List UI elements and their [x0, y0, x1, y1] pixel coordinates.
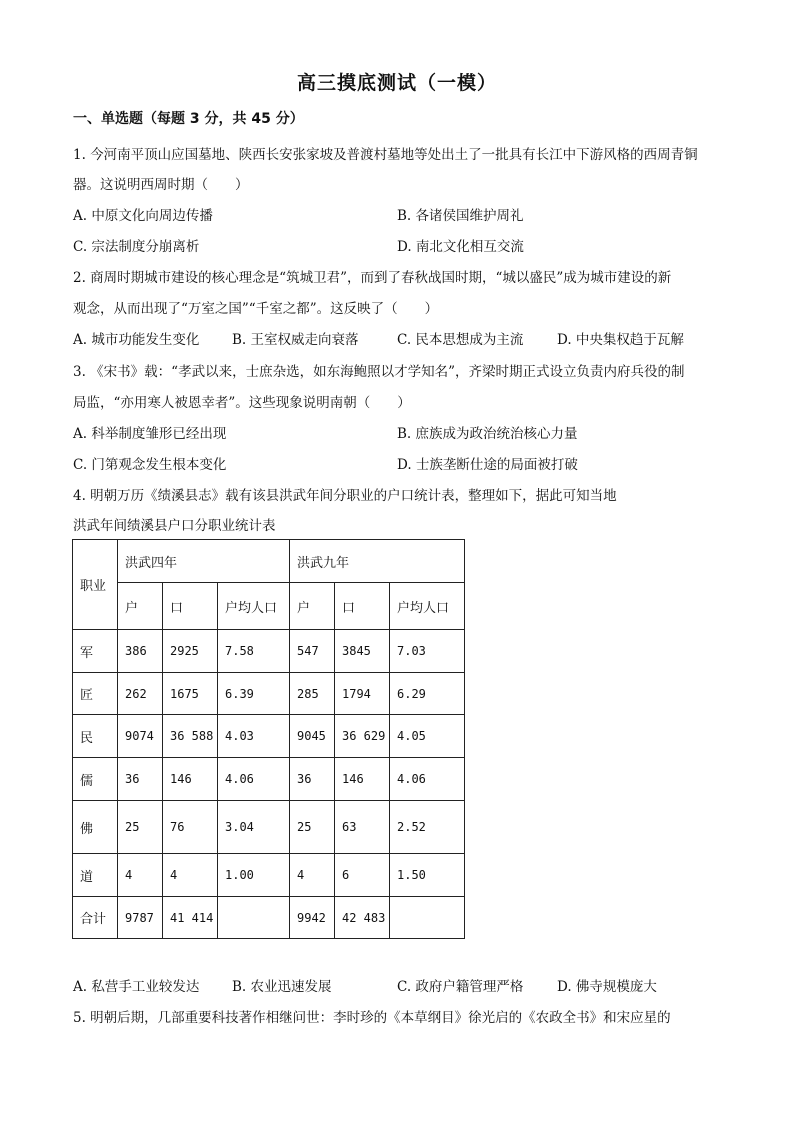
table-cell: 25: [118, 801, 163, 854]
table-cell: 1.50: [390, 854, 465, 897]
table-cell: 3845: [335, 630, 390, 673]
q1-option-d: D. 南北文化相互交流: [397, 239, 524, 255]
table-header-row: [73, 540, 465, 583]
q2-option-a: A. 城市功能发生变化: [73, 332, 200, 348]
table-cell: 36: [290, 758, 335, 801]
q1-line-1: 1. 今河南平顶山应国墓地、陕西长安张家坡及普渡村墓地等处出土了一批具有长江中下游风格的西周青铜: [73, 147, 698, 163]
table-cell: 4.03: [218, 715, 290, 758]
table-cell: 9942: [290, 897, 335, 939]
table-cell: 3.04: [218, 801, 290, 854]
q4-line-1: 4. 明朝万历《绩溪县志》载有该县洪武年间分职业的户口统计表，整理如下，据此可知当地: [73, 488, 617, 504]
occupation-cell: 合计: [73, 897, 118, 939]
table-cell: 2.52: [390, 801, 465, 854]
q4-option-d: D. 佛寺规模庞大: [557, 979, 657, 995]
table-cell: 36 588: [163, 715, 218, 758]
table-cell: 1794: [335, 673, 390, 715]
q1-option-a: A. 中原文化向周边传播: [73, 208, 213, 224]
table-cell: 547: [290, 630, 335, 673]
table-cell: 25: [290, 801, 335, 854]
table-cell: 6: [335, 854, 390, 897]
table-cell: 36: [118, 758, 163, 801]
occupation-cell: 民: [73, 715, 118, 758]
q2-line-2: 观念，从而出现了“万室之国”“千室之都”。这反映了（ ）: [73, 301, 439, 317]
section-heading: 一、单选题（每题 3 分，共 45 分）: [73, 111, 304, 127]
q4-option-a: A. 私营手工业较发达: [73, 979, 200, 995]
table-cell: 1.00: [218, 854, 290, 897]
table-cell: 7.58: [218, 630, 290, 673]
q3-option-b: B. 庶族成为政治统治核心力量: [397, 426, 578, 442]
table-cell: [390, 897, 465, 939]
table-cell: 4.05: [390, 715, 465, 758]
table-cell: 4: [290, 854, 335, 897]
table-cell: 9787: [118, 897, 163, 939]
table-cell: 2925: [163, 630, 218, 673]
q4-option-c: C. 政府户籍管理严格: [397, 979, 524, 995]
table-cell: 42 483: [335, 897, 390, 939]
table-cell: 146: [335, 758, 390, 801]
q3-option-a: A. 科举制度雏形已经出现: [73, 426, 227, 442]
q2-line-1: 2. 商周时期城市建设的核心理念是“筑城卫君”，而到了春秋战国时期，“城以盛民”成为城市建设的新: [73, 270, 672, 286]
q2-option-c: C. 民本思想成为主流: [397, 332, 524, 348]
q4-option-b: B. 农业迅速发展: [232, 979, 332, 995]
q2-option-d: D. 中央集权趋于瓦解: [557, 332, 684, 348]
household-statistics-table: [72, 539, 465, 939]
table-cell: 146: [163, 758, 218, 801]
period-header-2: 洪武九年: [290, 540, 465, 583]
period-header-1: 洪武四年: [118, 540, 290, 583]
occupation-header: 职业: [73, 540, 118, 630]
q1-option-b: B. 各诸侯国维护周礼: [397, 208, 524, 224]
q1-option-c: C. 宗法制度分崩离析: [73, 239, 200, 255]
table-cell: 7.03: [390, 630, 465, 673]
table-row: [73, 715, 465, 758]
q3-line-1: 3. 《宋书》载：“孝武以来，士庶杂选，如东海鲍照以才学知名”，齐梁时期正式设立负责内府兵役的制: [73, 364, 685, 380]
subheader-population: 口: [163, 583, 218, 630]
table-cell: 4: [118, 854, 163, 897]
occupation-cell: 匠: [73, 673, 118, 715]
table-row: [73, 673, 465, 715]
subheader-population: 口: [335, 583, 390, 630]
subheader-households: 户: [290, 583, 335, 630]
table-cell: 386: [118, 630, 163, 673]
q5-line-1: 5. 明朝后期，几部重要科技著作相继问世：李时珍的《本草纲目》徐光启的《农政全书》和宋应星的: [73, 1010, 671, 1026]
table-cell: 262: [118, 673, 163, 715]
table-row: [73, 854, 465, 897]
occupation-cell: 道: [73, 854, 118, 897]
q3-line-2: 局监，“亦用寒人被恩幸者”。这些现象说明南朝（ ）: [73, 395, 411, 411]
table-caption: 洪武年间绩溪县户口分职业统计表: [73, 518, 276, 534]
table-cell: 9045: [290, 715, 335, 758]
table-cell: 9074: [118, 715, 163, 758]
subheader-average: 户均人口: [218, 583, 290, 630]
table-cell: 4: [163, 854, 218, 897]
table-cell: 6.39: [218, 673, 290, 715]
table-row: [73, 801, 465, 854]
occupation-cell: 佛: [73, 801, 118, 854]
table-row: [73, 630, 465, 673]
table-cell: [218, 897, 290, 939]
table-cell: 41 414: [163, 897, 218, 939]
q3-option-d: D. 士族垄断仕途的局面被打破: [397, 457, 578, 473]
q1-line-2: 器。这说明西周时期（ ）: [73, 177, 249, 193]
table-cell: 76: [163, 801, 218, 854]
subheader-average: 户均人口: [390, 583, 465, 630]
table-cell: 4.06: [218, 758, 290, 801]
q2-option-b: B. 王室权威走向衰落: [232, 332, 359, 348]
table-cell: 63: [335, 801, 390, 854]
table-subheader-row: [73, 583, 465, 630]
q3-option-c: C. 门第观念发生根本变化: [73, 457, 227, 473]
table-cell: 285: [290, 673, 335, 715]
occupation-cell: 军: [73, 630, 118, 673]
table-cell: 4.06: [390, 758, 465, 801]
table-row: [73, 758, 465, 801]
occupation-cell: 儒: [73, 758, 118, 801]
page-title: 高三摸底测试（一模）: [296, 72, 497, 94]
table-cell: 36 629: [335, 715, 390, 758]
table-cell: 6.29: [390, 673, 465, 715]
subheader-households: 户: [118, 583, 163, 630]
table-row-total: [73, 897, 465, 939]
table-cell: 1675: [163, 673, 218, 715]
